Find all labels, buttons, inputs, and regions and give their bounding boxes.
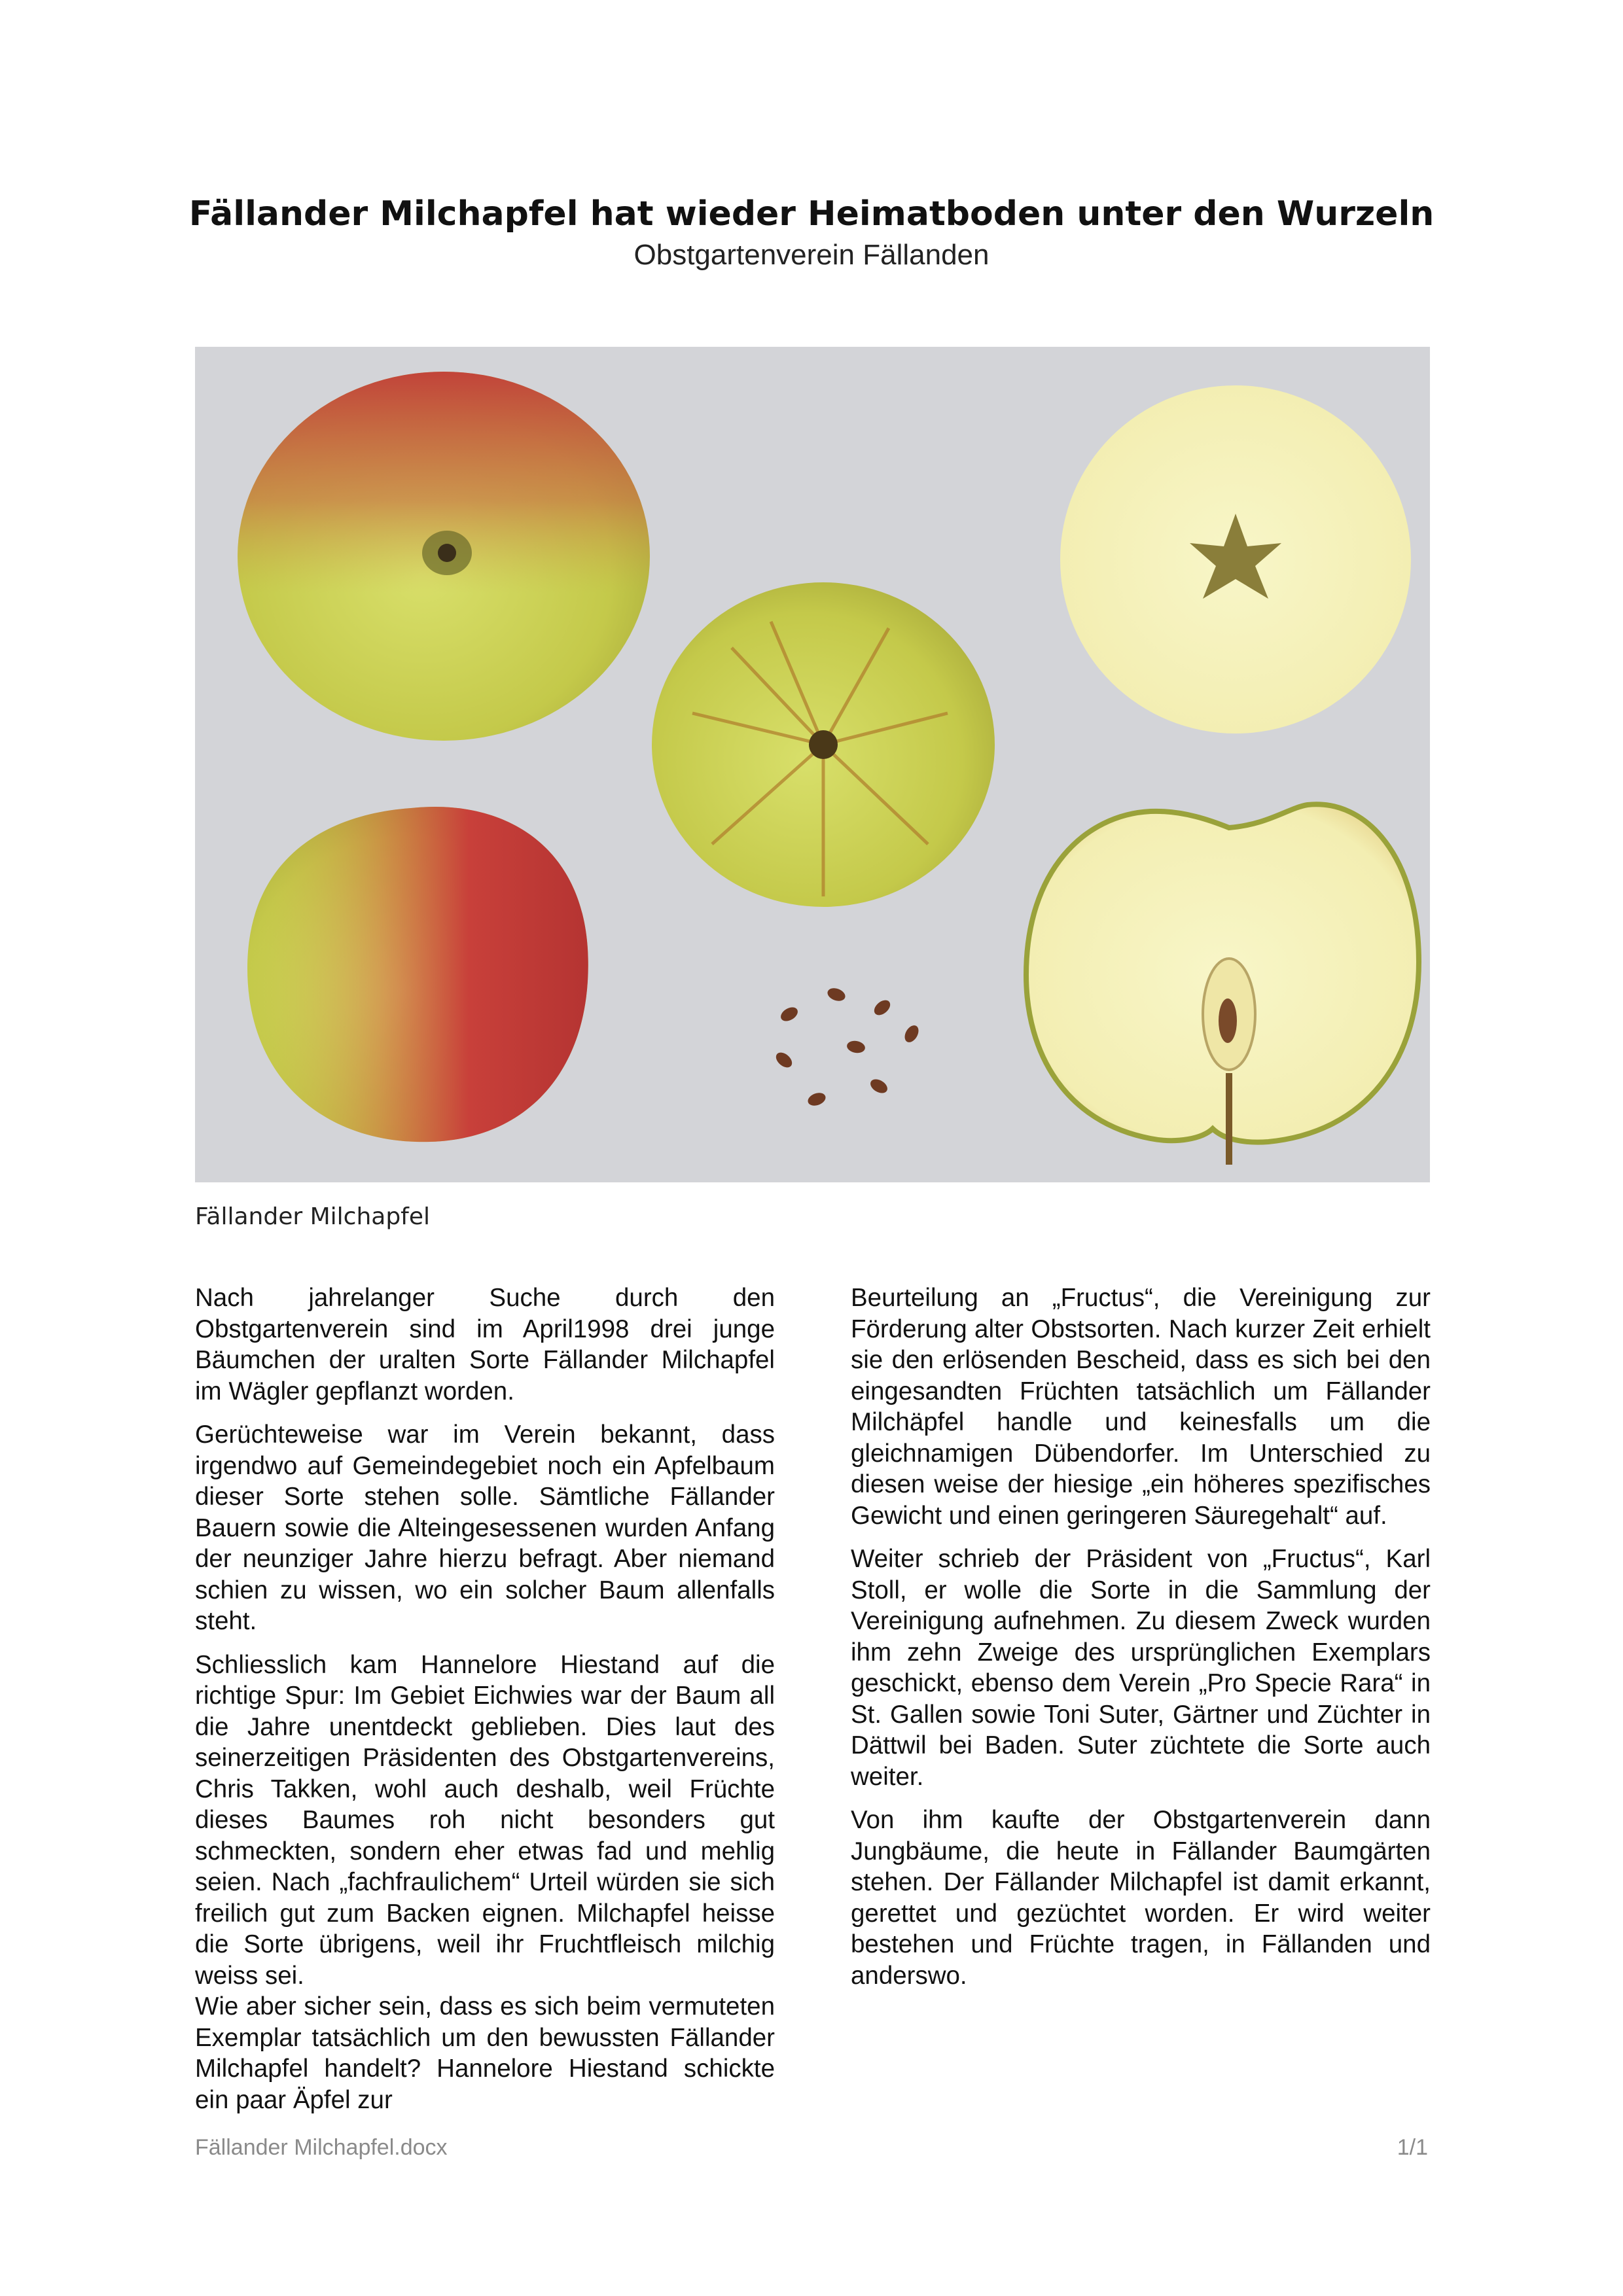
footer-filename: Fällander Milchapfel.docx — [195, 2135, 448, 2160]
paragraph: Weiter schrieb der Präsident von „Fructus“, Karl Stoll, er wolle die Sorte in die Sammlung der Vereinigung aufnehmen. Zu diesem Zweck wurden ihm zehn Zweige des ursprünglichen Exemplars geschickt, ebenso dem Verein „Pro Specie Rara“ in St. Gallen sowie Toni Suter, Gärtner und Züchter in Dättwil bei Baden. Suter züchtete die Sorte auch weiter. — [851, 1545, 1431, 1791]
apple-seeds-image — [773, 986, 921, 1108]
paragraph: Beurteilung an „Fructus“, die Vereinigung zur Förderung alter Obstsorten. Nach kurzer Zeit erhielt sie den erlösenden Bescheid, dass es sich bei den eingesandten Früchten tatsächlich um Fällander Milchäpfel handle und keinesfalls um die gleichnamigen Dübendorfer. Im Unterschied zu diesen weise der hiesige „ein höheres spezifisches Gewicht und einen geringeren Säuregehalt“ auf. — [851, 1284, 1431, 1530]
apple-longitudinal-section-image — [1026, 804, 1419, 1165]
paragraph: Wie aber sicher sein, dass es sich beim vermuteten Exemplar tatsächlich um den bewussten Fällander Milchapfel handelt? Hannelore Hiestand schickte ein paar Äpfel zur — [195, 1992, 775, 2114]
figure-caption: Fällander Milchapfel — [195, 1203, 430, 1230]
text-column-left — [195, 1282, 775, 2128]
footer-page-number: 1/1 — [1397, 2135, 1428, 2160]
paragraph: Von ihm kaufte der Obstgartenverein dann Jungbäume, die heute in Fällander Baumgärten stehen. Der Fällander Milchapfel ist damit erkannt, gerettet und gezüchtet worden. Er wird weiter bestehen und Früchte tragen, in Fällanden und anderswo. — [851, 1806, 1431, 1990]
paragraph: Nach jahrelanger Suche durch den Obstgartenverein sind im April1998 drei junge Bäumchen der uralten Sorte Fällander Milchapfel im Wägler gepflanzt worden. — [195, 1284, 775, 1405]
apple-top-view-image — [238, 372, 650, 741]
apple-photo — [195, 347, 1430, 1182]
paragraph: Gerüchteweise war im Verein bekannt, dass irgendwo auf Gemeindegebiet noch ein Apfelbaum dieser Sorte stehen solle. Sämtliche Fällander Bauern sowie die Alteingesessenen wurden Anfang der neunziger Jahre hierzu befragt. Aber niemand schien zu wissen, wo ein solcher Baum allenfalls steht. — [195, 1421, 775, 1635]
text-column-right — [851, 1282, 1431, 2004]
apple-cross-section-image — [1060, 385, 1411, 733]
paragraph: Schliesslich kam Hannelore Hiestand auf die richtige Spur: Im Gebiet Eichwies war der Baum all die Jahre unentdeckt geblieben. Dies laut des seinerzeitigen Präsidenten des Obstgartenvereins, Chris Takken, wohl auch deshalb, weil Früchte dieses Baumes roh nicht besonders gut schmeckten, sondern eher etwas fad und mehlig seien. Nach „fachfraulichem“ Urteil würden sie sich freilich gut zum Backen eignen. Milchapfel heisse die Sorte übrigens, weil ihr Fruchtfleisch milchig weiss sei. — [195, 1650, 775, 1990]
document-title: Fällander Milchapfel hat wieder Heimatboden unter den Wurzeln — [188, 194, 1435, 234]
apple-bottom-view-image — [652, 582, 995, 907]
apple-side-view-image — [247, 807, 588, 1142]
document-subtitle: Obstgartenverein Fällanden — [633, 239, 990, 271]
